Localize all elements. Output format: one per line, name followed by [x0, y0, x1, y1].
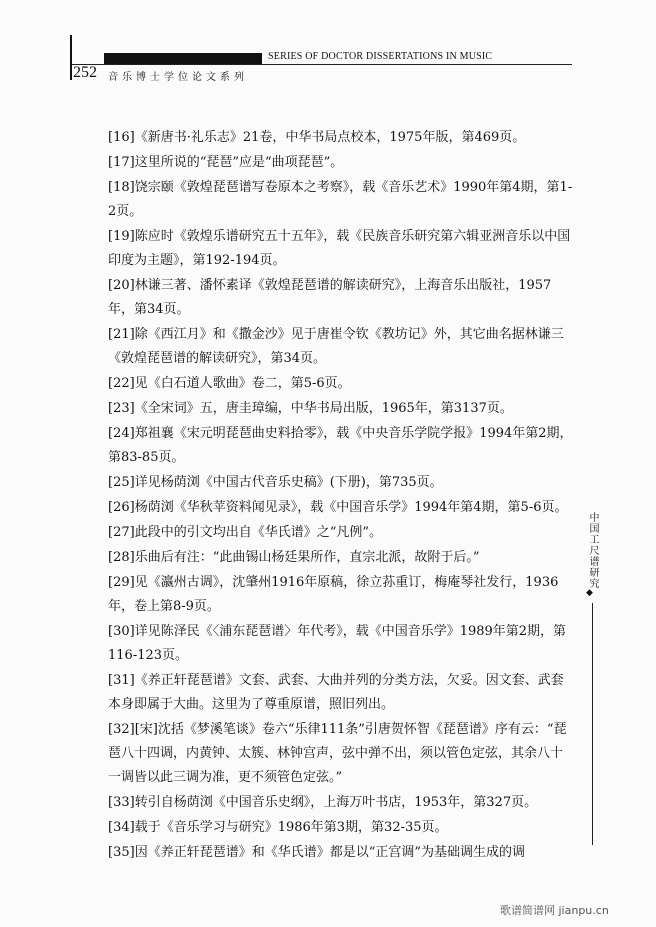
footnote [108, 791, 574, 815]
footnote-number: [26] [108, 500, 135, 515]
footnote [108, 521, 574, 545]
footnote-number: [27] [108, 525, 135, 540]
footnote [108, 126, 574, 150]
footnote [108, 372, 574, 396]
footnote [108, 471, 574, 495]
header-black-bar [104, 53, 262, 64]
footnote [108, 176, 574, 224]
footnote-text: [宋]沈括《梦溪笔谈》卷六“乐律111条”引唐贺怀智《琵琶谱》序有云：“琵琶八十四调，内黄钟、太簇、林钟宫声，弦中弹不出，须以管色定弦，其余八十一调皆以此三调为准，更不须管色定弦。” [108, 722, 567, 785]
footnote-number: [24] [108, 426, 135, 441]
footnote-text: 林谦三著、潘怀素译《敦煌琵琶谱的解读研究》，上海音乐出版社，1957年，第34页。 [108, 278, 552, 317]
footnote-list [108, 126, 574, 866]
footnote-text: 载于《音乐学习与研究》1986年第3期，第32-35页。 [134, 820, 448, 835]
footnote-number: [16] [108, 130, 135, 145]
footnote-number: [29] [108, 575, 135, 590]
footnote [108, 571, 574, 619]
footnote-number: [31] [108, 673, 135, 688]
header-series-en: SERIES OF DOCTOR DISSERTATIONS IN MUSIC [268, 51, 493, 62]
footnote [108, 816, 574, 840]
footnote-text: 《全宋词》五，唐圭璋编，中华书局出版，1965年，第3137页。 [134, 401, 513, 416]
header-series-cn: 音乐博士学位论文系列 [108, 72, 248, 83]
footnote-number: [20] [108, 278, 135, 293]
footnote-number: [34] [108, 820, 135, 835]
footnote-number: [22] [108, 376, 135, 391]
footnote-text: 见《瀛州古调》，沈肇州1916年原稿，徐立荪重订，梅庵琴社发行，1936年，卷上第8-9页。 [108, 575, 559, 614]
footnote-number: [18] [108, 180, 135, 195]
footnote [108, 718, 574, 790]
footnote-number: [35] [108, 845, 135, 860]
footnote-text: 乐曲后有注：“此曲锡山杨廷果所作，直宗北派，故附于后。” [134, 550, 480, 565]
footnote-number: [21] [108, 327, 135, 342]
left-margin-rule [70, 35, 72, 80]
page-number: 252 [73, 64, 97, 81]
footnote [108, 225, 574, 273]
footnote [108, 323, 574, 371]
watermark: 歌谱简谱网 jianpu.cn [500, 904, 609, 917]
footnote [108, 620, 574, 668]
footnote-text: 转引自杨荫浏《中国音乐史纲》，上海万叶书店，1953年，第327页。 [134, 795, 538, 810]
footnote-text: 杨荫浏《华秋苹资料闻见录》，载《中国音乐学》1994年第4期，第5-6页。 [134, 500, 568, 515]
footnote [108, 422, 574, 470]
footnote-text: 《新唐书·礼乐志》21卷，中华书局点校本，1975年版，第469页。 [134, 130, 526, 145]
footnote [108, 274, 574, 322]
footnote-text: 见《白石道人歌曲》卷二，第5-6页。 [134, 376, 351, 391]
footnote-number: [25] [108, 475, 135, 490]
side-rule [592, 603, 593, 845]
footnote-text: 陈应时《敦煌乐谱研究五十五年》，载《民族音乐研究第六辑亚洲音乐以中国印度为主题》，第192-194页。 [108, 229, 571, 268]
footnote-text: 《养正轩琵琶谱》文套、武套、大曲并列的分类方法，欠妥。因文套、武套本身即属于大曲。这里为了尊重原谱，照旧列出。 [108, 673, 564, 712]
footnote-text: 因《养正轩琵琶谱》和《华氏谱》都是以“正宫调”为基础调生成的调 [134, 845, 525, 860]
side-running-title: 中国工尺谱研究 [587, 512, 598, 589]
footnote-text: 这里所说的“琵琶”应是“曲项琵琶”。 [134, 155, 344, 170]
footnote [108, 841, 574, 865]
footnote [108, 496, 574, 520]
footnote-number: [23] [108, 401, 135, 416]
footnote-text: 除《西江月》和《撒金沙》见于唐崔令钦《教坊记》外，其它曲名据林谦三《敦煌琵琶谱的解读研究》，第34页。 [108, 327, 564, 366]
footnote [108, 546, 574, 570]
footnote-number: [17] [108, 155, 135, 170]
footnote-text: 详见杨荫浏《中国古代音乐史稿》(下册)，第735页。 [134, 475, 443, 490]
footnote-number: [32] [108, 722, 135, 737]
footnote-number: [19] [108, 229, 135, 244]
diamond-icon: ◆ [586, 588, 593, 598]
footnote-number: [30] [108, 624, 135, 639]
footnote-number: [28] [108, 550, 135, 565]
footnote-text: 此段中的引文均出自《华氏谱》之“凡例”。 [134, 525, 382, 540]
header-rule [72, 64, 572, 65]
footnote [108, 669, 574, 717]
footnote [108, 151, 574, 175]
footnote-text: 饶宗颐《敦煌琵琶谱写卷原本之考察》，载《音乐艺术》1990年第4期，第1-2页。 [108, 180, 573, 219]
footnote-number: [33] [108, 795, 135, 810]
footnote-text: 详见陈泽民《〈浦东琵琶谱〉年代考》，载《中国音乐学》1989年第2期，第116-123页。 [108, 624, 567, 663]
footnote [108, 397, 574, 421]
footnote-text: 郑祖襄《宋元明琵琶曲史料拾零》，载《中央音乐学院学报》1994年第2期，第83-85页。 [108, 426, 573, 465]
